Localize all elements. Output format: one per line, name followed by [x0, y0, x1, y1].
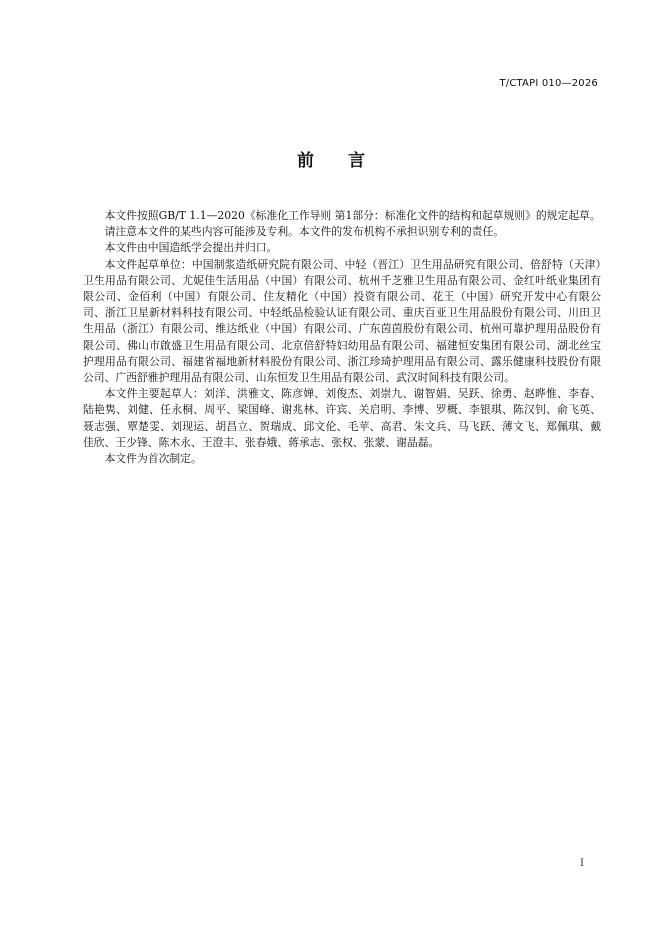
page-number: I [580, 858, 584, 869]
paragraph-first-edition: 本文件为首次制定。 [104, 452, 202, 466]
paragraph-patent-notice: 请注意本文件的某些内容可能涉及专利。本文件的发布机构不承担识别专利的责任。 [104, 225, 505, 239]
paragraph-drafting-units: 本文件起草单位：中国制浆造纸研究院有限公司、中轻（晋江）卫生用品研究有限公司、倍舒特（天津）卫生用品有限公司、尤妮佳生活用品（中国）有限公司、杭州千芝雅卫生用品有限公司、金红叶纸业集团有限公司、金佰利（中国）有限公司、住友精化（中国）投资有限公司、花王（中国）研究开发中心有限公司、浙江卫星新材料科技有限公司、中轻纸品检验认证有限公司、重庆百亚卫生用品股份有限公司、川田卫生用品（浙江）有限公司、维达纸业（中国）有限公司、广东茵茵股份有限公司、杭州可靠护理用品股份有限公司、佛山市啟盛卫生用品有限公司、北京倍舒特妇幼用品有限公司、福建恒安集团有限公司、湖北丝宝护理用品有限公司、福建省福地新材料股份有限公司、浙江珍琦护理用品有限公司、露乐健康科技股份有限公司、广西舒雅护理用品有限公司、山东恒发卫生用品有限公司、武汉时间科技有限公司。 [83, 257, 601, 385]
foreword-body [83, 208, 601, 467]
standard-number: T/CTAPI 010—2026 [499, 78, 598, 89]
paragraph-proposer: 本文件由中国造纸学会提出并归口。 [104, 241, 278, 255]
paragraph-drafters: 本文件主要起草人：刘洋、洪雅文、陈彦婵、刘俊杰、刘崇九、谢智娟、吴跃、徐勇、赵晔惟、李春、陆艳隽、刘健、任永桐、周平、梁国峰、谢兆林、许宾、关启明、李博、罗概、李银琪、陈汉钊、俞飞英、聂志强、覃楚雯、刘现运、胡昌立、贺瑞成、邱文伦、毛苹、高君、朱文兵、马飞跃、薄文飞、郑佩琪、戴佳欣、王少锋、陈木永、王澄丰、张春娥、蒋承志、张权、张蒙、谢晶磊。 [83, 387, 601, 449]
page-title: 前言 [297, 151, 399, 171]
paragraph-drafting-rules: 本文件按照GB/T 1.1—2020《标准化工作导则 第1部分：标准化文件的结构和起草规则》的规定起草。 [104, 209, 601, 222]
